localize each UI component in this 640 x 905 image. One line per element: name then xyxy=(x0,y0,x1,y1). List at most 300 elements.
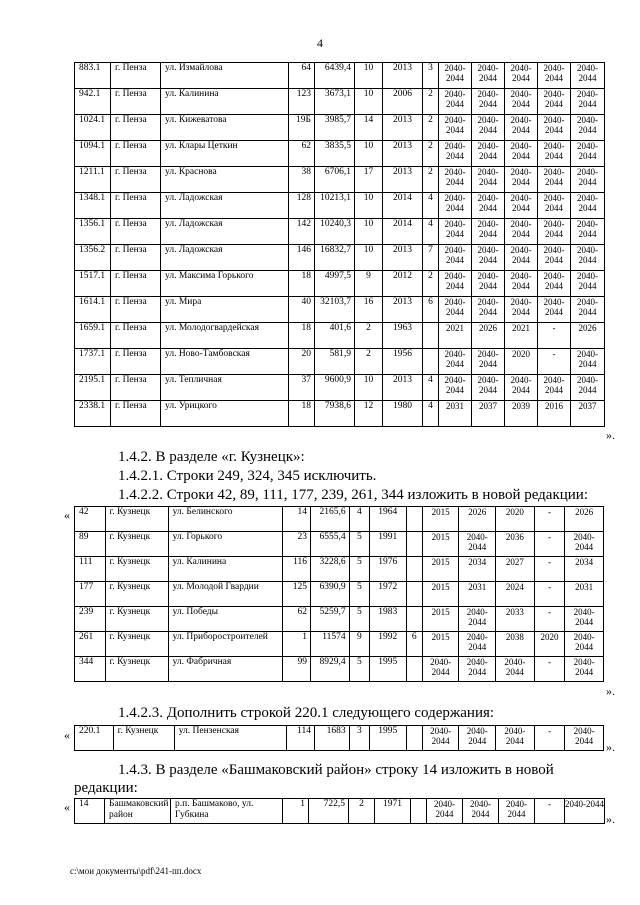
table-cell: ул. Молодой Гвардии xyxy=(168,582,282,607)
table-cell: 4 xyxy=(423,401,439,427)
table-cell: 2040-2044 xyxy=(472,141,505,167)
table-cell: 2040-2044 xyxy=(538,89,571,115)
table-cell: 38 xyxy=(289,167,315,193)
table-cell: 2040-2044 xyxy=(538,271,571,297)
table-cell: 2040-2044 xyxy=(472,245,505,271)
table-cell: ул. Приборостроителей xyxy=(168,632,282,657)
table-cell: 62 xyxy=(282,607,310,632)
table-cell: 2034 xyxy=(565,557,604,582)
table-cell: ул. Молодогвардейская xyxy=(161,323,289,349)
table-bashmakovo xyxy=(74,798,605,824)
table-cell: 9 xyxy=(349,632,369,657)
table-cell: 1976 xyxy=(370,557,407,582)
table-row xyxy=(75,799,605,824)
table-cell: 344 xyxy=(75,657,106,682)
table-cell: ул. Калинина xyxy=(161,89,289,115)
table-cell: 2 xyxy=(423,115,439,141)
table-cell: 10 xyxy=(355,63,383,89)
table-cell: 2040-2044 xyxy=(571,63,605,89)
table-new-row xyxy=(74,725,604,751)
table-cell: 3 xyxy=(423,63,439,89)
table-cell xyxy=(411,799,427,824)
table-cell: 2040-2044 xyxy=(459,632,496,657)
table-cell: 3985,7 xyxy=(315,115,355,141)
table-cell: - xyxy=(534,657,565,682)
table-cell: 14 xyxy=(355,115,383,141)
table-cell: 2040-2044 xyxy=(538,219,571,245)
table-cell: 2040-2044 xyxy=(439,115,472,141)
table-cell: 722,5 xyxy=(309,799,349,824)
table-cell: 2040-2044 xyxy=(472,349,505,375)
table-cell: 1737.1 xyxy=(75,349,111,375)
table-cell: 2031 xyxy=(565,582,604,607)
table-cell: 10 xyxy=(355,219,383,245)
table-cell: 2040-2044 xyxy=(472,375,505,401)
table-cell xyxy=(406,607,422,632)
table-row xyxy=(75,375,605,401)
table-cell: г. Пенза xyxy=(111,89,161,115)
table-row xyxy=(75,632,604,657)
table-cell: г. Кузнецк xyxy=(105,657,168,682)
table-cell: 2013 xyxy=(383,115,423,141)
table-cell: 10240,3 xyxy=(315,219,355,245)
table-row xyxy=(75,167,605,193)
table-cell: 2040-2044 xyxy=(505,375,538,401)
table-cell: 2040-2044 xyxy=(565,799,605,824)
table-cell: 2040-2044 xyxy=(571,167,605,193)
table-cell: 2040-2044 xyxy=(538,193,571,219)
table-cell: 2013 xyxy=(383,245,423,271)
table-cell: 2040-2044 xyxy=(505,297,538,323)
table-cell: 16 xyxy=(355,297,383,323)
table-cell: 2040-2044 xyxy=(505,245,538,271)
table-cell: 2040-2044 xyxy=(538,63,571,89)
table-cell: ул. Горького xyxy=(168,532,282,557)
table-cell: 2036 xyxy=(496,532,535,557)
table-cell: 2040-2044 xyxy=(472,167,505,193)
page-number: 4 xyxy=(317,36,323,50)
table-cell: 6390,9 xyxy=(311,582,350,607)
table-cell: - xyxy=(534,557,565,582)
table-cell: 2037 xyxy=(472,401,505,427)
table-cell: - xyxy=(534,607,565,632)
table-row xyxy=(75,607,604,632)
table-cell: 4 xyxy=(423,219,439,245)
table-cell: г. Пенза xyxy=(111,349,161,375)
table-cell: 3835,5 xyxy=(315,141,355,167)
table-cell: 2040-2044 xyxy=(571,115,605,141)
table-cell: 2 xyxy=(355,323,383,349)
table-cell: 5 xyxy=(349,582,369,607)
table-row xyxy=(75,297,605,323)
table-cell: 2040-2044 xyxy=(439,245,472,271)
table-cell: 2 xyxy=(423,89,439,115)
table-cell: 37 xyxy=(289,375,315,401)
table-cell: 2040-2044 xyxy=(439,219,472,245)
table-penza xyxy=(74,62,605,427)
table-cell: 2040-2044 xyxy=(505,141,538,167)
opening-quote: « xyxy=(64,728,70,742)
table-cell: г. Кузнецк xyxy=(105,607,168,632)
table-cell: г. Пенза xyxy=(111,63,161,89)
table-cell: 64 xyxy=(289,63,315,89)
table-cell: 116 xyxy=(282,557,310,582)
table-cell: 2040-2044 xyxy=(439,297,472,323)
table-cell: - xyxy=(538,323,571,349)
table-cell: 4997,5 xyxy=(315,271,355,297)
table-cell: 1991 xyxy=(370,532,407,557)
table-cell: 2040-2044 xyxy=(571,219,605,245)
table-cell: 1024.1 xyxy=(75,115,111,141)
table-cell: 2015 xyxy=(422,582,459,607)
table-cell: г. Пенза xyxy=(111,323,161,349)
table-cell: 2015 xyxy=(422,507,459,532)
table-cell: 2040-2044 xyxy=(505,167,538,193)
table-cell: 2040-2044 xyxy=(472,89,505,115)
table-cell: ул. Измайлова xyxy=(161,63,289,89)
table-cell: 2040-2044 xyxy=(472,63,505,89)
table-cell: 2 xyxy=(349,799,375,824)
table-cell: 18 xyxy=(289,401,315,427)
table-cell: 2013 xyxy=(383,141,423,167)
table-cell: 20 xyxy=(289,349,315,375)
table-cell: 2033 xyxy=(496,607,535,632)
table-cell: 11574 xyxy=(311,632,350,657)
table-cell: 5 xyxy=(349,657,369,682)
table-cell: 6706,1 xyxy=(315,167,355,193)
table-cell: 9600,9 xyxy=(315,375,355,401)
table-cell: 111 xyxy=(75,557,106,582)
table-row xyxy=(75,245,605,271)
table-cell: 6 xyxy=(406,632,422,657)
table-cell: 2027 xyxy=(496,557,535,582)
table-cell: ул. Клары Цеткин xyxy=(161,141,289,167)
table-cell xyxy=(423,323,439,349)
table-cell: 14 xyxy=(75,799,105,824)
table-cell: 6 xyxy=(423,297,439,323)
table-row xyxy=(75,63,605,89)
table-row xyxy=(75,582,604,607)
paragraph-1-4-3: 1.4.3. В разделе «Башмаковский район» строку 14 изложить в новой xyxy=(118,762,554,778)
table-cell: 2040-2044 xyxy=(565,532,604,557)
table-cell: ул. Урицкого xyxy=(161,401,289,427)
file-path-footer: c:\мои документы\pdf\241-пп.docx xyxy=(70,866,202,876)
table-cell: 1356.1 xyxy=(75,219,111,245)
table-cell: 2040-2044 xyxy=(439,167,472,193)
table-cell: 2013 xyxy=(383,297,423,323)
table-cell: 2013 xyxy=(383,375,423,401)
table-cell: 2038 xyxy=(496,632,535,657)
table-cell: 17 xyxy=(355,167,383,193)
table-cell: 4 xyxy=(349,507,369,532)
table-row xyxy=(75,193,605,219)
table-cell: 2040-2044 xyxy=(472,193,505,219)
paragraph-1-4-2: 1.4.2. В разделе «г. Кузнецк»: xyxy=(118,449,305,465)
table-cell: г. Пенза xyxy=(111,245,161,271)
table-row xyxy=(75,532,604,557)
table-cell: 2015 xyxy=(422,557,459,582)
table-cell: 2037 xyxy=(571,401,605,427)
table-cell: г. Пенза xyxy=(111,193,161,219)
table-cell: 2040-2044 xyxy=(472,297,505,323)
table-cell: 177 xyxy=(75,582,106,607)
table-cell: 2020 xyxy=(505,349,538,375)
table-cell: 10 xyxy=(355,193,383,219)
table-cell: г. Пенза xyxy=(111,297,161,323)
table-cell xyxy=(406,582,422,607)
table-cell: р.п. Башмаково, ул. Губкина xyxy=(171,799,283,824)
table-cell: 1659.1 xyxy=(75,323,111,349)
table-cell: 2040-2044 xyxy=(439,89,472,115)
table-cell: 1 xyxy=(282,632,310,657)
table-cell: 128 xyxy=(289,193,315,219)
table-cell: 1992 xyxy=(370,632,407,657)
closing-quote: ». xyxy=(606,740,615,754)
table-cell: 2 xyxy=(423,141,439,167)
table-cell: 2015 xyxy=(422,532,459,557)
table-cell: 1995 xyxy=(370,657,407,682)
table-cell: г. Пенза xyxy=(111,167,161,193)
table-cell: 1348.1 xyxy=(75,193,111,219)
table-row xyxy=(75,271,605,297)
table-cell: г. Кузнецк xyxy=(105,632,168,657)
table-cell: 14 xyxy=(282,507,310,532)
closing-quote: ». xyxy=(606,812,615,826)
table-cell: 2040-2044 xyxy=(459,607,496,632)
table-cell: 2040-2044 xyxy=(505,271,538,297)
table-cell: 2040-2044 xyxy=(565,632,604,657)
table-cell: 1211.1 xyxy=(75,167,111,193)
table-cell: 10 xyxy=(355,245,383,271)
table-cell: 8929,4 xyxy=(311,657,350,682)
table-cell: 2031 xyxy=(459,582,496,607)
table-cell: 18 xyxy=(289,323,315,349)
table-cell: г. Пенза xyxy=(111,271,161,297)
table-cell: 10 xyxy=(355,89,383,115)
table-cell: 2040-2044 xyxy=(422,657,459,682)
table-cell: 2165,6 xyxy=(311,507,350,532)
table-cell: 1964 xyxy=(370,507,407,532)
table-cell: ул. Ладожская xyxy=(161,219,289,245)
table-cell: 2040-2044 xyxy=(422,726,459,751)
table-cell: 1983 xyxy=(370,607,407,632)
table-row xyxy=(75,349,605,375)
table-cell: 16832,7 xyxy=(315,245,355,271)
table-cell: 2006 xyxy=(383,89,423,115)
table-cell: 2040-2044 xyxy=(538,115,571,141)
table-row xyxy=(75,726,604,751)
table-cell: - xyxy=(534,532,565,557)
table-cell: 2338.1 xyxy=(75,401,111,427)
table-cell: г. Кузнецк xyxy=(105,557,168,582)
table-cell: 2195.1 xyxy=(75,375,111,401)
table-cell: ул. Мира xyxy=(161,297,289,323)
table-cell: 2026 xyxy=(459,507,496,532)
table-cell: 1 xyxy=(283,799,309,824)
opening-quote: « xyxy=(64,508,70,522)
table-cell: 2040-2044 xyxy=(571,245,605,271)
paragraph-1-4-2-2: 1.4.2.2. Строки 42, 89, 111, 177, 239, 261, 344 изложить в новой редакции: xyxy=(118,487,589,503)
table-cell: 2040-2044 xyxy=(538,375,571,401)
table-cell: 401,6 xyxy=(315,323,355,349)
table-cell: 18 xyxy=(289,271,315,297)
paragraph-1-4-3-cont: редакции: xyxy=(74,780,138,796)
table-cell: 2040-2044 xyxy=(565,657,604,682)
paragraph-1-4-2-1: 1.4.2.1. Строки 249, 324, 345 исключить. xyxy=(118,468,377,484)
table-cell xyxy=(406,532,422,557)
table-cell: 2040-2044 xyxy=(459,657,496,682)
table-cell: 2026 xyxy=(472,323,505,349)
table-cell: 1356.2 xyxy=(75,245,111,271)
table-cell: 1956 xyxy=(383,349,423,375)
table-cell: 89 xyxy=(75,532,106,557)
table-cell: 7938,6 xyxy=(315,401,355,427)
table-cell xyxy=(406,657,422,682)
table-cell: 220.1 xyxy=(75,726,114,751)
table-cell: 261 xyxy=(75,632,106,657)
table-cell: 239 xyxy=(75,607,106,632)
table-cell: ул. Калинина xyxy=(168,557,282,582)
table-cell: 1971 xyxy=(375,799,411,824)
table-cell: г. Кузнецк xyxy=(105,582,168,607)
table-cell: г. Пенза xyxy=(111,115,161,141)
table-cell: г. Пенза xyxy=(111,219,161,245)
table-cell: - xyxy=(534,726,565,751)
table-cell: 2015 xyxy=(422,607,459,632)
table-cell: 3228,6 xyxy=(311,557,350,582)
table-cell: 883.1 xyxy=(75,63,111,89)
table-cell: 2040-2044 xyxy=(463,799,499,824)
table-cell: 2040-2044 xyxy=(472,271,505,297)
table-cell: 4 xyxy=(423,375,439,401)
table-cell: 2040-2044 xyxy=(571,349,605,375)
table-cell: 146 xyxy=(289,245,315,271)
table-cell: 1972 xyxy=(370,582,407,607)
table-cell: 2014 xyxy=(383,193,423,219)
table-cell: ул. Кижеватова xyxy=(161,115,289,141)
opening-quote: « xyxy=(64,800,70,814)
table-cell: 32103,7 xyxy=(315,297,355,323)
table-cell: 2040-2044 xyxy=(571,375,605,401)
table-cell: 5259,7 xyxy=(311,607,350,632)
table-cell: 2040-2044 xyxy=(538,167,571,193)
table-cell: 1995 xyxy=(369,726,406,751)
table-cell: ул. Белинского xyxy=(168,507,282,532)
table-cell: 2013 xyxy=(383,167,423,193)
table-cell: 99 xyxy=(282,657,310,682)
table-cell: 942.1 xyxy=(75,89,111,115)
table-cell: 2040-2044 xyxy=(505,193,538,219)
table-cell: - xyxy=(534,582,565,607)
table-cell: 10 xyxy=(355,141,383,167)
table-cell: ул. Пензенская xyxy=(174,726,286,751)
table-cell: 2040-2044 xyxy=(439,63,472,89)
table-cell: 4 xyxy=(423,193,439,219)
table-cell: 2 xyxy=(423,271,439,297)
table-cell: 123 xyxy=(289,89,315,115)
table-cell: ул. Тепличная xyxy=(161,375,289,401)
table-cell: 2040-2044 xyxy=(439,349,472,375)
table-cell: 2040-2044 xyxy=(571,89,605,115)
table-cell: 2014 xyxy=(383,219,423,245)
table-cell: 2040-2044 xyxy=(459,532,496,557)
table-row xyxy=(75,219,605,245)
table-cell: 12 xyxy=(355,401,383,427)
table-cell: 2040-2044 xyxy=(505,219,538,245)
table-cell: 2 xyxy=(355,349,383,375)
table-cell: 2040-2044 xyxy=(538,141,571,167)
table-cell: 2039 xyxy=(505,401,538,427)
table-cell: 2021 xyxy=(505,323,538,349)
table-cell: 2040-2044 xyxy=(472,115,505,141)
table-cell: 40 xyxy=(289,297,315,323)
table-row xyxy=(75,557,604,582)
table-cell: 62 xyxy=(289,141,315,167)
table-cell: ул. Ново-Тамбовская xyxy=(161,349,289,375)
table-cell: ул. Ладожская xyxy=(161,245,289,271)
table-cell: 6439,4 xyxy=(315,63,355,89)
table-cell: 2040-2044 xyxy=(538,245,571,271)
table-cell: 2040-2044 xyxy=(538,297,571,323)
table-cell: ул. Победы xyxy=(168,607,282,632)
table-cell: г. Пенза xyxy=(111,401,161,427)
table-cell: 114 xyxy=(286,726,314,751)
table-cell xyxy=(406,557,422,582)
table-cell: 6555,4 xyxy=(311,532,350,557)
table-cell: 2040-2044 xyxy=(439,271,472,297)
table-cell xyxy=(406,507,422,532)
table-cell: - xyxy=(534,507,565,532)
table-cell: 2040-2044 xyxy=(472,219,505,245)
table-cell: Башмаковский район xyxy=(105,799,171,824)
table-cell: 10 xyxy=(355,375,383,401)
paragraph-1-4-2-3: 1.4.2.3. Дополнить строкой 220.1 следующего содержания: xyxy=(118,705,495,721)
table-cell: 1614.1 xyxy=(75,297,111,323)
table-cell: 2040-2044 xyxy=(496,726,535,751)
table-cell: 142 xyxy=(289,219,315,245)
table-row xyxy=(75,89,605,115)
table-cell: 2040-2044 xyxy=(499,799,535,824)
table-cell: ул. Фабричная xyxy=(168,657,282,682)
table-cell: 3 xyxy=(349,726,369,751)
table-cell: 1517.1 xyxy=(75,271,111,297)
table-cell: 2040-2044 xyxy=(505,115,538,141)
table-cell: 10213,1 xyxy=(315,193,355,219)
table-cell: 2040-2044 xyxy=(427,799,463,824)
table-row xyxy=(75,401,605,427)
table-cell: 2020 xyxy=(534,632,565,657)
table-cell: 2016 xyxy=(538,401,571,427)
table-cell: ул. Максима Горького xyxy=(161,271,289,297)
table-cell: 2020 xyxy=(496,507,535,532)
table-cell: ул. Краснова xyxy=(161,167,289,193)
table-cell: г. Кузнецк xyxy=(105,507,168,532)
table-cell: 1963 xyxy=(383,323,423,349)
table-row xyxy=(75,115,605,141)
table-cell: 2021 xyxy=(439,323,472,349)
table-cell: 2040-2044 xyxy=(565,726,604,751)
table-cell: 1980 xyxy=(383,401,423,427)
table-row xyxy=(75,323,605,349)
table-cell: 5 xyxy=(349,557,369,582)
table-cell: 2040-2044 xyxy=(459,726,496,751)
table-kuznetsk xyxy=(74,506,604,682)
table-cell: 2026 xyxy=(565,507,604,532)
table-cell: 2040-2044 xyxy=(439,375,472,401)
table-cell xyxy=(423,349,439,375)
table-cell: г. Кузнецк xyxy=(105,532,168,557)
table-cell: 2031 xyxy=(439,401,472,427)
